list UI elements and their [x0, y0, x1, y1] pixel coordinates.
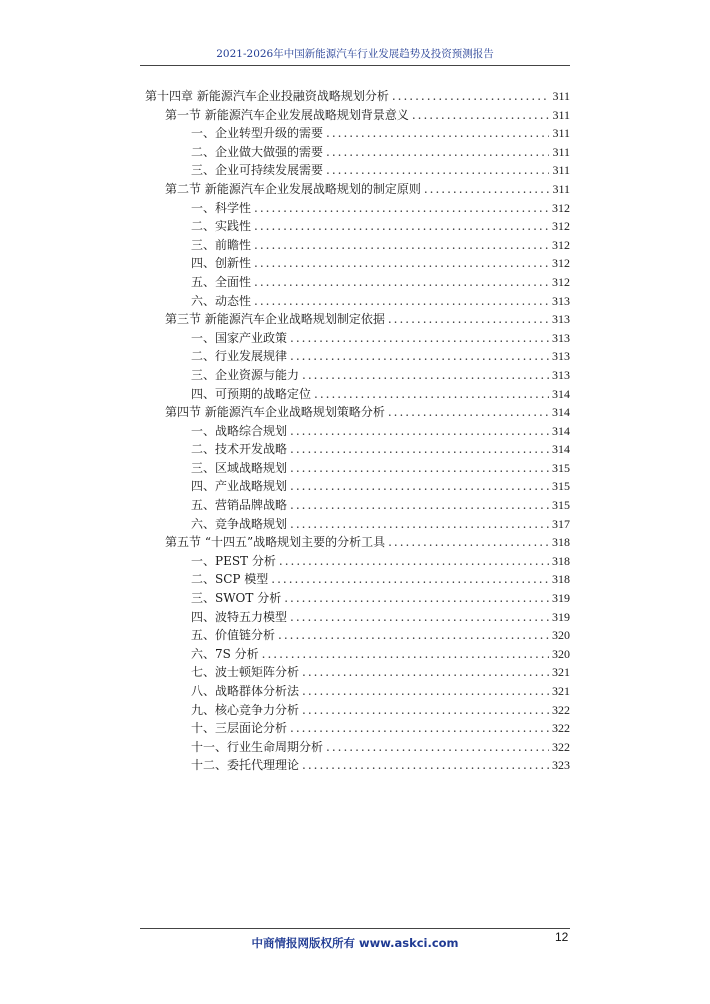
toc-dot-leader: [254, 256, 549, 270]
toc-subsection-entry[interactable]: [145, 199, 570, 218]
toc-dot-leader: [278, 628, 549, 642]
toc-dot-leader: [290, 479, 549, 493]
toc-dot-leader: [424, 182, 550, 196]
toc-entry-page: 322: [552, 721, 570, 736]
toc-entry-label: 第三节 新能源汽车企业战略规划制定依据: [165, 312, 385, 327]
toc-subsection-entry[interactable]: [145, 608, 570, 627]
toc-dot-leader: [271, 572, 549, 586]
toc-entry-label: 二、SCP 模型: [191, 572, 269, 587]
toc-entry-label: 第十四章 新能源汽车企业投融资战略规划分析: [145, 89, 389, 103]
toc-subsection-entry[interactable]: [145, 719, 570, 738]
toc-entry-label: 九、核心竞争力分析: [191, 702, 300, 717]
toc-entry-label: 三、企业可持续发展需要: [191, 163, 324, 178]
toc-entry-page: 312: [552, 200, 570, 215]
toc-subsection-entry[interactable]: [145, 701, 570, 720]
toc-chapter-entry[interactable]: [145, 87, 570, 106]
toc-entry-label: 五、营销品牌战略: [191, 498, 288, 513]
toc-subsection-entry[interactable]: [145, 385, 570, 404]
toc-entry-page: 313: [552, 330, 570, 345]
toc-entry-label: 三、SWOT 分析: [191, 591, 282, 606]
toc-subsection-entry[interactable]: [145, 589, 570, 608]
toc-entry-label: 四、创新性: [191, 256, 252, 271]
toc-entry-page: 314: [552, 423, 570, 438]
toc-entry-label: 第五节 “十四五”战略规划主要的分析工具: [165, 535, 386, 550]
toc-dot-leader: [290, 610, 549, 624]
toc-subsection-entry[interactable]: [145, 496, 570, 515]
toc-entry-page: 312: [552, 219, 570, 234]
toc-dot-leader: [262, 647, 549, 661]
toc-subsection-entry[interactable]: [145, 626, 570, 645]
toc-entry-page: 320: [552, 646, 570, 661]
toc-subsection-entry[interactable]: [145, 217, 570, 236]
page-number: 12: [555, 930, 569, 944]
toc-entry-page: 315: [552, 460, 570, 475]
toc-dot-leader: [254, 219, 549, 233]
toc-entry-page: 321: [552, 665, 570, 680]
toc-subsection-entry[interactable]: [145, 477, 570, 496]
toc-dot-leader: [302, 368, 549, 382]
toc-entry-page: 318: [552, 553, 570, 568]
toc-entry-label: 三、前瞻性: [191, 237, 252, 252]
toc-entry-page: 315: [552, 498, 570, 513]
toc-entry-label: 十二、委托代理理论: [191, 758, 300, 773]
toc-subsection-entry[interactable]: [145, 570, 570, 589]
toc-entry-label: 六、动态性: [191, 293, 252, 308]
toc-entry-page: 323: [552, 758, 570, 773]
toc-subsection-entry[interactable]: [145, 347, 570, 366]
toc-entry-page: 322: [552, 702, 570, 717]
toc-dot-leader: [290, 349, 549, 363]
toc-entry-label: 三、区域战略规划: [191, 460, 288, 475]
toc-dot-leader: [388, 312, 549, 326]
toc-subsection-entry[interactable]: [145, 143, 570, 162]
toc-entry-label: 五、全面性: [191, 274, 252, 289]
toc-entry-page: 311: [552, 107, 570, 122]
toc-dot-leader: [388, 405, 549, 419]
toc-entry-page: 317: [552, 516, 570, 531]
toc-dot-leader: [290, 461, 549, 475]
toc-dot-leader: [290, 721, 549, 735]
toc-entry-label: 二、企业做大做强的需要: [191, 144, 324, 159]
toc-dot-leader: [290, 517, 549, 531]
toc-entry-label: 一、国家产业政策: [191, 330, 288, 345]
toc-subsection-entry[interactable]: [145, 459, 570, 478]
toc-subsection-entry[interactable]: [145, 645, 570, 664]
toc-subsection-entry[interactable]: [145, 422, 570, 441]
toc-entry-label: 第四节 新能源汽车企业战略规划策略分析: [165, 405, 385, 420]
toc-dot-leader: [326, 163, 549, 177]
toc-entry-page: 313: [552, 349, 570, 364]
toc-dot-leader: [254, 201, 549, 215]
toc-dot-leader: [326, 126, 549, 140]
toc-entry-page: 312: [552, 274, 570, 289]
toc-entry-page: 313: [552, 367, 570, 382]
toc-entry-page: 314: [552, 442, 570, 457]
toc-dot-leader: [279, 554, 549, 568]
toc-dot-leader: [302, 703, 549, 717]
toc-entry-label: 一、科学性: [191, 200, 252, 215]
footer-copyright: 中商情报网版权所有 www.askci.com: [251, 936, 459, 950]
toc-entry-page: 313: [552, 312, 570, 327]
toc-section-entry[interactable]: [145, 106, 570, 125]
toc-entry-label: 二、实践性: [191, 219, 252, 234]
toc-subsection-entry[interactable]: [145, 440, 570, 459]
toc-entry-label: 四、波特五力模型: [191, 609, 288, 624]
toc-entry-page: 314: [552, 386, 570, 401]
page-header-title: 2021-2026年中国新能源汽车行业发展趋势及投资预测报告: [216, 48, 494, 60]
toc-entry-page: 311: [552, 126, 570, 141]
toc-entry-label: 四、可预期的战略定位: [191, 386, 312, 401]
toc-section-entry[interactable]: [145, 310, 570, 329]
toc-entry-page: 311: [552, 181, 570, 196]
toc-entry-page: 311: [552, 163, 570, 178]
toc-entry-label: 四、产业战略规划: [191, 479, 288, 494]
toc-entry-label: 五、价值链分析: [191, 628, 276, 643]
toc-entry-page: 319: [552, 591, 570, 606]
toc-dot-leader: [302, 684, 549, 698]
toc-entry-page: 315: [552, 479, 570, 494]
toc-entry-page: 312: [552, 256, 570, 271]
toc-entry-label: 十、三层面论分析: [191, 721, 288, 736]
toc-subsection-entry[interactable]: [145, 515, 570, 534]
toc-dot-leader: [290, 424, 549, 438]
toc-section-entry[interactable]: [145, 180, 570, 199]
toc-dot-leader: [254, 238, 549, 252]
toc-entry-page: 318: [552, 535, 570, 550]
toc-subsection-entry[interactable]: [145, 161, 570, 180]
toc-entry-label: 二、技术开发战略: [191, 442, 288, 457]
toc-entry-label: 七、波士顿矩阵分析: [191, 665, 300, 680]
toc-subsection-entry[interactable]: [145, 366, 570, 385]
toc-subsection-entry[interactable]: [145, 124, 570, 143]
toc-entry-page: 318: [552, 572, 570, 587]
footer-divider: [140, 928, 570, 929]
toc-dot-leader: [392, 89, 550, 103]
table-of-contents: [145, 87, 570, 775]
toc-dot-leader: [254, 275, 549, 289]
toc-entry-page: 312: [552, 237, 570, 252]
toc-subsection-entry[interactable]: [145, 254, 570, 273]
toc-subsection-entry[interactable]: [145, 236, 570, 255]
toc-entry-label: 第二节 新能源汽车企业发展战略规划的制定原则: [165, 181, 421, 196]
toc-entry-label: 十一、行业生命周期分析: [191, 739, 324, 754]
toc-section-entry[interactable]: [145, 533, 570, 552]
toc-dot-leader: [388, 535, 549, 549]
toc-dot-leader: [326, 145, 549, 159]
toc-dot-leader: [302, 758, 549, 772]
toc-dot-leader: [314, 387, 549, 401]
toc-entry-page: 321: [552, 684, 570, 698]
toc-subsection-entry[interactable]: [145, 552, 570, 571]
toc-dot-leader: [254, 294, 549, 308]
toc-entry-page: 320: [552, 628, 570, 643]
toc-entry-label: 第一节 新能源汽车企业发展战略规划背景意义: [165, 107, 409, 122]
toc-entry-page: 322: [552, 739, 570, 754]
toc-subsection-entry[interactable]: [145, 329, 570, 348]
toc-dot-leader: [290, 331, 549, 345]
toc-dot-leader: [290, 442, 549, 456]
toc-dot-leader: [326, 740, 549, 754]
toc-entry-page: 319: [552, 609, 570, 624]
toc-entry-label: 六、7S 分析: [191, 646, 259, 661]
toc-entry-page: 314: [552, 405, 570, 420]
toc-subsection-entry[interactable]: [145, 273, 570, 292]
header-divider: [140, 65, 570, 66]
toc-entry-label: 三、企业资源与能力: [191, 367, 300, 382]
toc-dot-leader: [290, 498, 549, 512]
toc-entry-label: 六、竞争战略规划: [191, 516, 288, 531]
toc-entry-label: 一、PEST 分析: [191, 553, 276, 568]
toc-subsection-entry[interactable]: [145, 738, 570, 757]
toc-section-entry[interactable]: [145, 403, 570, 422]
toc-entry-label: 二、行业发展规律: [191, 349, 288, 364]
toc-entry-page: 313: [552, 293, 570, 308]
toc-entry-label: 一、企业转型升级的需要: [191, 126, 324, 141]
toc-subsection-entry[interactable]: [145, 292, 570, 311]
toc-subsection-entry[interactable]: [145, 663, 570, 682]
toc-entry-label: 八、战略群体分析法: [191, 684, 300, 698]
toc-dot-leader: [412, 108, 550, 122]
toc-entry-label: 一、战略综合规划: [191, 423, 288, 438]
toc-subsection-entry[interactable]: [145, 682, 570, 701]
toc-dot-leader: [302, 665, 549, 679]
toc-subsection-entry[interactable]: [145, 756, 570, 775]
toc-entry-page: 311: [552, 89, 570, 103]
toc-entry-page: 311: [552, 144, 570, 159]
toc-dot-leader: [284, 591, 549, 605]
